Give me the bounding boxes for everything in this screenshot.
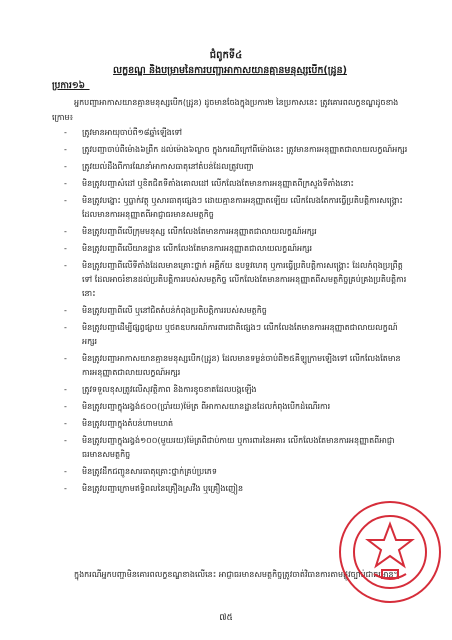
- dash-bullet-icon: -: [64, 436, 67, 445]
- rule-text: មិនត្រូវបញ្ជាពីលើ ឬនៅជិតតំបន់កំពុងប្រតិបត្តិការរបស់សមត្ថកិច្ច: [82, 306, 267, 315]
- dash-bullet-icon: -: [64, 467, 67, 476]
- rule-item: [40, 126, 408, 140]
- rule-item: [40, 321, 408, 349]
- dash-bullet-icon: -: [64, 227, 67, 236]
- dash-bullet-icon: -: [64, 162, 67, 171]
- rule-item: [40, 304, 408, 318]
- rule-text: ត្រូវមានអាយុចាប់ពី១៨ឆ្នាំឡើងទៅ: [82, 128, 183, 137]
- dash-bullet-icon: -: [64, 128, 67, 137]
- dash-bullet-icon: -: [64, 402, 67, 411]
- rule-item: [40, 400, 408, 414]
- rule-item: [40, 352, 408, 380]
- rule-text: មិនត្រូវបញ្ជាក្រោមឥទ្ធិពលនៃគ្រឿងស្រវឹង ឬគ្រឿងញៀន: [82, 484, 244, 493]
- rule-text: មិនត្រូវដឹកជញ្ជូនសារធាតុគ្រោះថ្នាក់គ្រប់ប្រភេទ: [82, 467, 217, 476]
- rule-item: [40, 143, 408, 157]
- rule-item: [40, 482, 408, 496]
- rule-text: មិនត្រូវបញ្ជាសំដៅ ឬខិតជិតទីតាំងគោលដៅ លើកលែងតែមានការអនុញ្ញាតពីក្រសួងទីតាំងនោះ: [82, 179, 355, 188]
- dash-bullet-icon: -: [64, 385, 67, 394]
- dash-bullet-icon: -: [64, 419, 67, 428]
- rule-item: [40, 465, 408, 479]
- rule-item: [40, 383, 408, 397]
- rule-item: [40, 434, 408, 462]
- page-number: ៧៥: [219, 613, 233, 623]
- rules-list: [40, 126, 408, 499]
- dash-bullet-icon: -: [64, 323, 67, 332]
- chapter-heading: ជំពូកទី៤: [209, 50, 243, 61]
- chapter-title: លក្ខខណ្ឌ និងបម្រាមនៃការបញ្ជាអាកាសយានគ្មានមនុស្សបើក(ដ្រូន): [113, 65, 347, 76]
- rule-text: មិនត្រូវបង្ហោះ ឬធ្លាក់វត្ថុ ឬសារធាតុផ្សេងៗ ដោយគ្មានការអនុញ្ញាតឡើយ លើកលែងតែការធ្វើប្រតិបត្តិការសង្គ្រោះ ដែលមានការអនុញ្ញាតពីអាជ្ញាធរមានសមត្ថកិច្ច: [82, 196, 403, 219]
- rule-text: មិនត្រូវបញ្ជាពីលើយានដ្ឋាន លើកលែងតែមានការអនុញ្ញាតជាលាយលក្ខណ៍អក្សរ: [82, 244, 313, 253]
- dash-bullet-icon: -: [64, 196, 67, 205]
- rule-text: មិនត្រូវបញ្ជាពីលើទីតាំងដែលមានគ្រោះថ្នាក់ អគ្គីភ័យ ឧបទ្ទវហេតុ ឬការធ្វើប្រតិបត្តិការសង្គ្រោះ ដែលកំពុងប្រព្រឹត្តទៅ ដែលអាចរំខានដល់ប្រតិបត្តិការរបស់សមត្ថកិច្ច លើកលែងតែមានការអនុញ្ញាតពីសមត្ថកិច្ចគ្រប់គ្រងប្រតិបត្តិការនោះ: [82, 261, 407, 298]
- rule-text: ត្រូវយល់ដឹងពីការណែនាំអាកាសធាតុនៅតំបន់ដែលត្រូវបញ្ជា: [82, 162, 254, 171]
- dash-bullet-icon: -: [64, 484, 67, 493]
- rule-text: ត្រូវទទួលខុសត្រូវលើសុវត្ថិភាព និងការខូចខាតដែលបង្កឡើង: [82, 385, 257, 394]
- intro-paragraph: អ្នកបញ្ជាអាកាសយានគ្មានមនុស្សបើក(ដ្រូន) ដូចមានចែងក្នុងប្រការ២ នៃប្រកាសនេះ ត្រូវគោរពលក្ខខណ្ឌដូចខាងក្រោម៖: [52, 98, 399, 122]
- rule-item: [40, 417, 408, 431]
- closing-paragraph: ក្នុងករណីអ្នកបញ្ជាមិនគោរពលក្ខខណ្ឌខាងលើនេះ អាជ្ញាធរមានសមត្ថកិច្ចត្រូវចាត់វិធានការតាមផ្លូវច្បាប់ជាធរមាន។: [74, 570, 399, 579]
- rule-item: [40, 242, 408, 256]
- rule-text: មិនត្រូវបញ្ជាក្នុងរង្វង់៥០០(ប្រាំរយ)ម៉ែត្រ ពីអាកាសយានដ្ឋានដែលកំពុងបើកដំណើរការ: [82, 402, 331, 411]
- article-heading: ប្រការ១៦_: [52, 81, 90, 91]
- dash-bullet-icon: -: [64, 179, 67, 188]
- dash-bullet-icon: -: [64, 354, 67, 363]
- rule-item: [40, 259, 408, 301]
- rule-item: [40, 225, 408, 239]
- rule-item: [40, 194, 408, 222]
- rule-text: មិនត្រូវបញ្ជាពីលើក្រុមមនុស្ស លើកលែងតែមានការអនុញ្ញាតជាលាយលក្ខណ៍អក្សរ: [82, 227, 317, 236]
- rule-item: [40, 160, 408, 174]
- rule-item: [40, 177, 408, 191]
- rule-text: មិនត្រូវបញ្ជាដើម្បីផ្សព្វផ្សាយ ឬថតឧបករណ៍ការពារជាតិផ្សេងៗ លើកលែងតែមានការអនុញ្ញាតជាលាយលក្ខណ៍អក្សរ: [82, 323, 398, 346]
- rule-text: មិនត្រូវបញ្ជាអាកាសយានគ្មានមនុស្សបើក(ដ្រូន) ដែលមានទម្ងន់ចាប់ពី២៥គីឡូក្រាមឡើងទៅ លើកលែងតែមានការអនុញ្ញាតជាលាយលក្ខណ៍អក្សរ: [82, 354, 401, 377]
- dash-bullet-icon: -: [64, 306, 67, 315]
- rule-text: មិនត្រូវបញ្ជាក្នុងតំបន់ហាមឃាត់: [82, 419, 174, 428]
- rule-text: មិនត្រូវបញ្ជាក្នុងរង្វង់១០០(មួយរយ)ម៉ែត្រពីជាប់កាយ ឬការពារនៃអគារ លើកលែងតែមានការអនុញ្ញាតពីអាជ្ញាធរមានសមត្ថកិច្ច: [82, 436, 395, 459]
- dash-bullet-icon: -: [64, 261, 67, 270]
- official-seal-icon: [336, 498, 444, 606]
- dash-bullet-icon: -: [64, 145, 67, 154]
- dash-bullet-icon: -: [64, 244, 67, 253]
- rule-text: ត្រូវបញ្ជាចាប់ពីម៉ោង៦ព្រឹក ដល់ម៉ោង៦ល្ងាច ក្នុងករណីក្រៅពីម៉ោងនេះ ត្រូវមានការអនុញ្ញាតជាលាយលក្ខណ៍អក្សរ: [82, 145, 408, 154]
